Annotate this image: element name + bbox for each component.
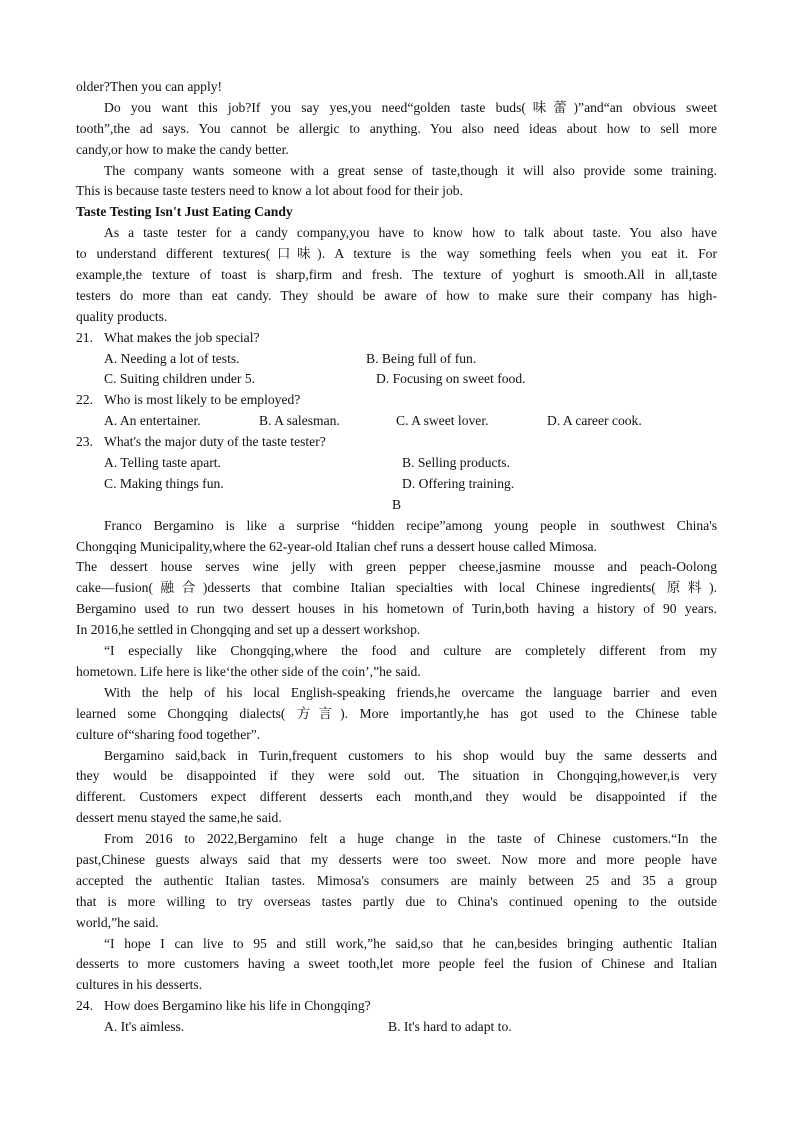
paragraph-line: This is because taste testers need to know a lot about food for their job.	[76, 183, 463, 199]
question	[76, 996, 717, 1038]
question-number: 21.	[76, 329, 93, 345]
paragraph-line: Franco Bergamino is like a surprise “hidden recipe”among young people in southwest China's	[104, 517, 717, 533]
option-d: D. A career cook.	[547, 413, 642, 429]
question-text: Who is most likely to be employed?	[104, 392, 301, 408]
paragraph-line: quality products.	[76, 308, 168, 324]
paragraph-line: From 2016 to 2022,Bergamino felt a huge change in the taste of Chinese customers.“In the	[104, 831, 717, 847]
question-text: What makes the job special?	[104, 329, 260, 345]
option-c: C. Suiting children under 5.	[104, 371, 256, 387]
paragraph	[76, 223, 717, 327]
paragraph-line: cake—fusion(融合)desserts that combine Italian specialties with local Chinese ingredients( 原料).	[76, 580, 717, 596]
paragraph-line: they would be disappointed if they were sold out. The situation in Chongqing,however,is very	[76, 768, 717, 784]
question	[76, 390, 717, 432]
paragraph-line: older?Then you can apply!	[76, 79, 223, 94]
option-b: B. Selling products.	[402, 455, 510, 471]
paragraph	[76, 641, 717, 683]
paragraph-line: hometown. Life here is like‘the other side of the coin’,”he said.	[76, 663, 421, 679]
paragraph-line: past,Chinese guests always said that my desserts were too sweet. Now more and more people have	[76, 851, 717, 867]
paragraph-line: cultures in his desserts.	[76, 977, 203, 993]
paragraph-line: With the help of his local English-speaking friends,he overcame the language barrier and even	[104, 684, 717, 700]
paragraph-line: that is more willing to try overseas tastes partly due to China's continued opening to the outside	[76, 893, 717, 909]
paragraph	[76, 683, 717, 746]
option-b: B. A salesman.	[259, 413, 340, 429]
paragraph-line: As a taste tester for a candy company,you have to know how to talk about taste. You also have	[104, 225, 717, 241]
paragraph-line: learned some Chongqing dialects( 方言). More importantly,he has got used to the Chinese table	[76, 705, 717, 721]
paragraph-line: “I hope I can live to 95 and still work,”he said,so that he can,besides bringing authentic Italian	[104, 935, 717, 951]
paragraph-line: testers do more than eat candy. They should be aware of how to make sure their company has high-	[76, 287, 717, 303]
paragraph-line: Bergamino said,back in Turin,frequent customers to his shop would buy the same desserts and	[104, 747, 717, 763]
question	[76, 432, 717, 495]
paragraph-line: Do you want this job?If you say yes,you need“golden taste buds(味蕾)”and“an obvious sweet	[104, 99, 717, 115]
paragraph-line: Chongqing Municipality,where the 62-year-old Italian chef runs a dessert house called Mimosa.	[76, 538, 597, 554]
paragraph-line: dessert menu stayed the same,he said.	[76, 810, 282, 826]
question-number: 23.	[76, 434, 93, 450]
option-a: A. An entertainer.	[104, 413, 201, 429]
paragraph-line: different. Customers expect different desserts each month,and they would be disappointed if the	[76, 789, 717, 805]
question-text: How does Bergamino like his life in Chongqing?	[104, 998, 371, 1014]
paragraph-line: The company wants someone with a great sense of taste,though it will also provide some training.	[104, 162, 717, 178]
option-a: A. It's aimless.	[104, 1019, 185, 1035]
question	[76, 328, 717, 391]
paragraph	[76, 829, 717, 933]
paragraph	[76, 161, 717, 203]
paragraph	[76, 746, 717, 830]
section-heading: Taste Testing Isn't Just Eating Candy	[76, 204, 293, 220]
paragraph-line: tooth”,the ad says. You cannot be allergic to anything. You also need ideas about how to sell more	[76, 120, 717, 136]
option-d: D. Offering training.	[402, 475, 515, 491]
question-text: What's the major duty of the taste tester?	[104, 434, 326, 450]
paragraph-line: candy,or how to make the candy better.	[76, 141, 289, 157]
option-d: D. Focusing on sweet food.	[376, 371, 526, 387]
option-c: C. A sweet lover.	[396, 413, 489, 429]
paragraph-line: accepted the authentic Italian tastes. Mimosa's consumers are mainly between 25 and 35 a group	[76, 872, 717, 888]
option-b: B. Being full of fun.	[366, 350, 477, 366]
option-c: C. Making things fun.	[104, 475, 224, 491]
option-a: A. Needing a lot of tests.	[104, 350, 240, 366]
option-b: B. It's hard to adapt to.	[388, 1019, 512, 1035]
paragraph-line: to understand different textures(口味). A texture is the way something feels when you eat it. For	[76, 246, 717, 262]
paragraph	[76, 516, 717, 641]
paragraph	[76, 98, 717, 161]
paragraph-line: Bergamino used to run two dessert houses in his hometown of Turin,both having a history of 90 years.	[76, 601, 717, 617]
paragraph-line: The dessert house serves wine jelly with green pepper cheese,jasmine mousse and peach-Oolong	[76, 559, 717, 575]
question-number: 22.	[76, 392, 93, 408]
paragraph	[76, 934, 717, 997]
paragraph-line: desserts to more customers having a sweet tooth,let more people feel the fusion of Chinese and Italian	[76, 956, 717, 972]
paragraph-line: example,the texture of toast is sharp,firm and fresh. The texture of yoghurt is smooth.All in all,taste	[76, 267, 717, 283]
paragraph-line: culture of“sharing food together”.	[76, 726, 261, 742]
section-label: B	[391, 496, 402, 512]
exam-page	[76, 77, 717, 1038]
paragraph-line: “I especially like Chongqing,where the food and culture are completely different from my	[104, 643, 717, 659]
option-a: A. Telling taste apart.	[104, 455, 221, 471]
question-number: 24.	[76, 998, 93, 1014]
paragraph-line: In 2016,he settled in Chongqing and set up a dessert workshop.	[76, 622, 421, 638]
paragraph-line: world,”he said.	[76, 914, 159, 930]
